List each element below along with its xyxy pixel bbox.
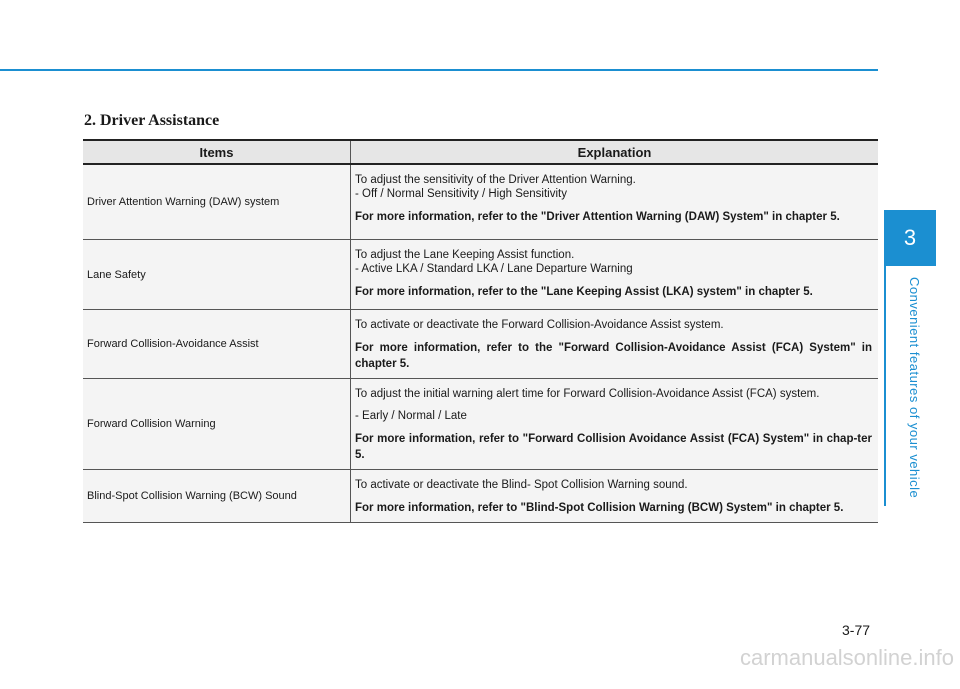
explanation-line: - Active LKA / Standard LKA / Lane Departure Warning: [355, 263, 633, 275]
table-row: [83, 164, 878, 240]
section-title: 2. Driver Assistance: [84, 112, 220, 129]
item-cell: Driver Attention Warning (DAW) system: [83, 164, 351, 240]
item-cell: Forward Collision Warning: [83, 379, 351, 470]
header-explanation: Explanation: [351, 140, 879, 164]
explanation-cell: [351, 164, 879, 240]
explanation-cell: [351, 310, 879, 379]
explanation-line: - Off / Normal Sensitivity / High Sensitivity: [355, 188, 567, 200]
reference-note: For more information, refer to "Forward Collision Avoidance Assist (FCA) System" in chap-ter 5.: [355, 433, 872, 461]
driver-assistance-table: [83, 139, 878, 523]
table-row: [83, 240, 878, 310]
top-rule: [0, 69, 878, 71]
explanation-line: - Early / Normal / Late: [355, 410, 467, 422]
explanation-cell: [351, 379, 879, 470]
explanation-line: To adjust the Lane Keeping Assist function.: [355, 249, 575, 261]
reference-note: For more information, refer to "Blind-Spot Collision Warning (BCW) System" in chapter 5.: [355, 502, 844, 514]
reference-note: For more information, refer to the "Forward Collision-Avoidance Assist (FCA) System" in chapter 5.: [355, 342, 872, 370]
chapter-number-tab: 3: [884, 210, 936, 266]
page-number: 3-77: [842, 622, 871, 638]
item-cell: Blind-Spot Collision Warning (BCW) Sound: [83, 470, 351, 523]
reference-note: For more information, refer to the "Lane Keeping Assist (LKA) system" in chapter 5.: [355, 286, 813, 298]
chapter-title: Convenient features of your vehicle: [907, 277, 922, 499]
chapter-tab-line: [884, 266, 886, 506]
table-row: [83, 379, 878, 470]
explanation-cell: [351, 240, 879, 310]
explanation-line: To adjust the sensitivity of the Driver Attention Warning.: [355, 174, 636, 186]
header-items: Items: [83, 140, 351, 164]
watermark: carmanualsonline.info: [739, 645, 954, 670]
explanation-line: To adjust the initial warning alert time for Forward Collision-Avoidance Assist (FCA) system.: [355, 388, 820, 400]
explanation-line: To activate or deactivate the Blind- Spot Collision Warning sound.: [355, 479, 688, 491]
explanation-line: To activate or deactivate the Forward Collision-Avoidance Assist system.: [355, 319, 724, 331]
table-row: [83, 470, 878, 523]
item-cell: Lane Safety: [83, 240, 351, 310]
explanation-cell: [351, 470, 879, 523]
reference-note: For more information, refer to the "Driver Attention Warning (DAW) System" in chapter 5.: [355, 211, 840, 223]
table-row: [83, 310, 878, 379]
item-cell: Forward Collision-Avoidance Assist: [83, 310, 351, 379]
table-header-row: [83, 140, 878, 164]
